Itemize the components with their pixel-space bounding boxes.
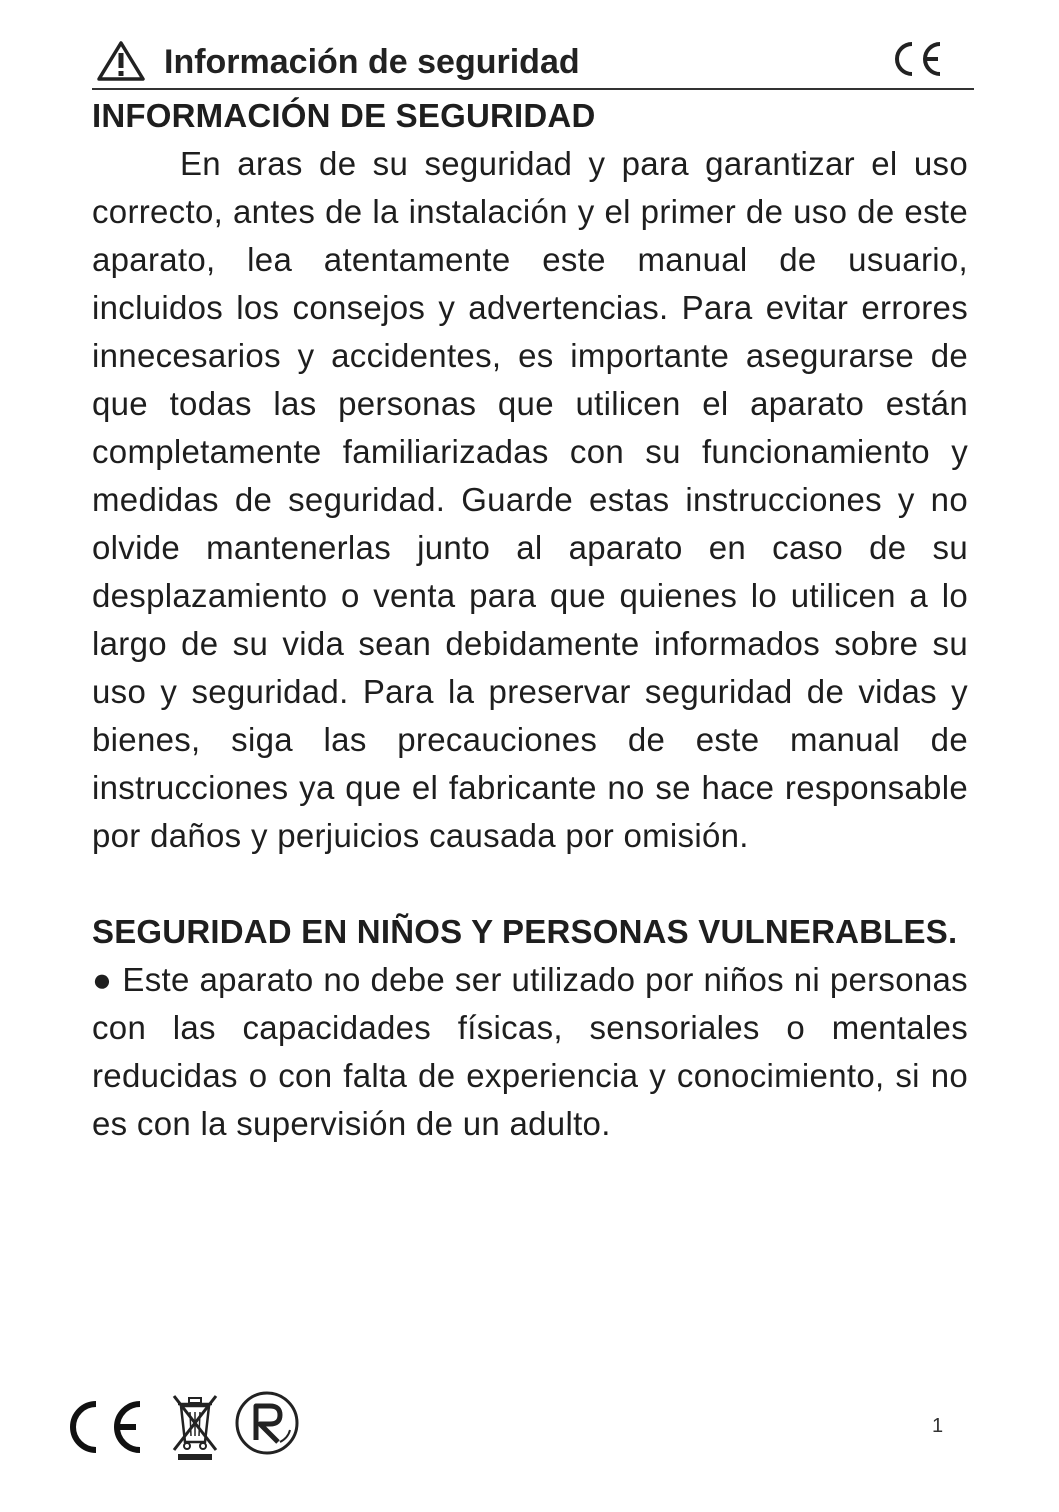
warning-triangle-icon [96, 40, 146, 82]
header-title: Información de seguridad [164, 43, 580, 81]
bullet-item-text: Este aparato no debe ser utilizado por niños ni personas con las capacidades físicas, sensoriales o mentales reducidas o con falta de experiencia y conocimiento, si no es con la supervisión de un adulto. [92, 961, 968, 1142]
section-title-safety-info: INFORMACIÓN DE SEGURIDAD [92, 97, 596, 134]
section-title-children-vulnerable: SEGURIDAD EN NIÑOS Y PERSONAS VULNERABLES. [92, 913, 958, 950]
ce-mark-icon [60, 1396, 150, 1458]
running-header [92, 36, 974, 90]
safety-info-paragraph: En aras de su seguridad y para garantizar el uso correcto, antes de la instalación y el primer de uso de este aparato, lea atentamente este manual de usuario, incluidos los consejos y advertencias. Para evitar errores innecesarios y accidentes, es importante asegurarse de que todas las personas que utilicen el aparato están completamente familiarizadas con su funcionamiento y medidas de seguridad. Guarde estas instrucciones y no olvide mantenerlas junto al aparato en caso de su desplazamiento o venta para que quienes lo utilicen a lo largo de su vida sean debidamente informados sobre su uso y seguridad. Para la preservar seguridad de vidas y bienes, siga las precauciones de este manual de instrucciones ya que el fabricante no se hace responsable por daños y perjuicios causada por omisión. [92, 145, 968, 854]
manual-page [92, 0, 968, 1512]
rohs-r-mark-icon [232, 1388, 302, 1458]
page-number: 1 [932, 1415, 944, 1437]
bullet-item [92, 956, 968, 1148]
document-body [92, 92, 968, 1148]
section-spacer [92, 860, 968, 908]
bullet-dot-icon: ● [92, 961, 123, 998]
weee-crossed-bin-icon [170, 1390, 220, 1462]
ce-mark-icon [888, 38, 948, 80]
footer [92, 1386, 974, 1466]
